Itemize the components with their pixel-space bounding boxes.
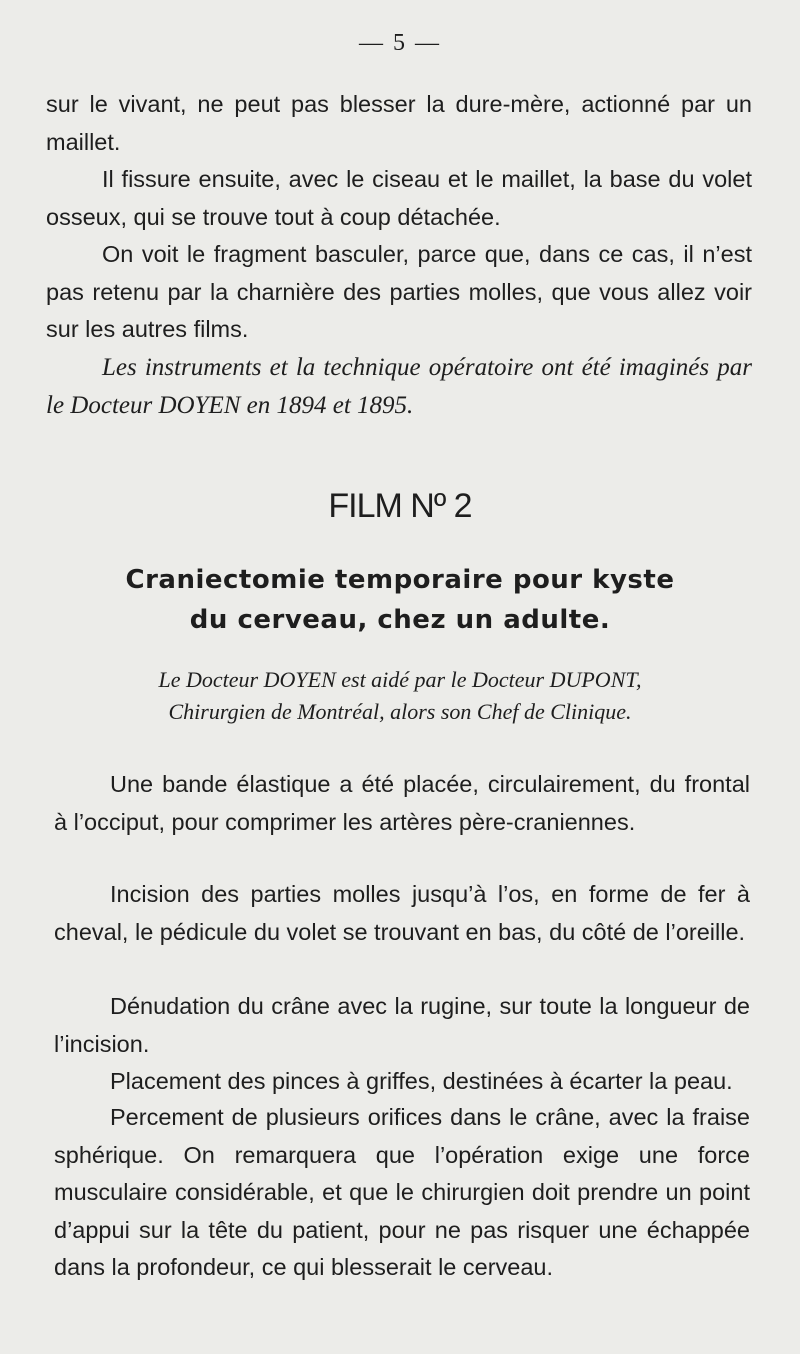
page-number: — 5 — xyxy=(359,30,441,56)
film-caption-line-1: Le Docteur DOYEN est aidé par le Docteur DUPONT, xyxy=(158,667,642,692)
film-caption xyxy=(40,664,760,728)
paragraph-percement: Percement de plusieurs orifices dans le crâne, avec la fraise sphérique. On remarquera que l’opération exige une force musculaire considérable, et que le chirurgien doit prendre un point d’appui sur la tête du patient, pour ne pas risquer une échappée dans la profondeur, ce qui blesserait le cerveau. xyxy=(54,1104,750,1280)
paragraph-pinces: Placement des pinces à griffes, destinées à écarter la peau. xyxy=(110,1068,733,1094)
paragraph-incision: Incision des parties molles jusqu’à l’os, en forme de fer à cheval, le pédicule du volet se trouvant en bas, du côté de l’oreille. xyxy=(54,881,750,945)
paragraph-continuation: sur le vivant, ne peut pas blesser la dure-mère, actionné par un maillet. xyxy=(46,91,752,155)
film-title xyxy=(60,560,740,640)
film-title-line-1: Craniectomie temporaire pour kyste xyxy=(125,565,675,595)
film-title-line-2: du cerveau, chez un adulte. xyxy=(189,605,611,635)
paragraph-instruments-note: Les instruments et la technique opératoire ont été imaginés par le Docteur DOYEN en 1894 et 1895. xyxy=(46,354,752,419)
film-caption-line-2: Chirurgien de Montréal, alors son Chef de Clinique. xyxy=(168,699,632,724)
paragraph-fragment: On voit le fragment basculer, parce que, dans ce cas, il n’est pas retenu par la charnière des parties molles, que vous allez voir sur les autres films. xyxy=(46,241,752,342)
paragraph-fissure: Il fissure ensuite, avec le ciseau et le maillet, la base du volet osseux, qui se trouve tout à coup détachée. xyxy=(46,166,752,230)
paragraph-bande-elastique: Une bande élastique a été placée, circulairement, du frontal à l’occiput, pour comprimer les artères père-craniennes. xyxy=(54,771,750,835)
paragraph-denudation: Dénudation du crâne avec la rugine, sur toute la longueur de l’incision. xyxy=(54,993,750,1057)
film-heading: FILM Nº 2 xyxy=(328,487,472,525)
